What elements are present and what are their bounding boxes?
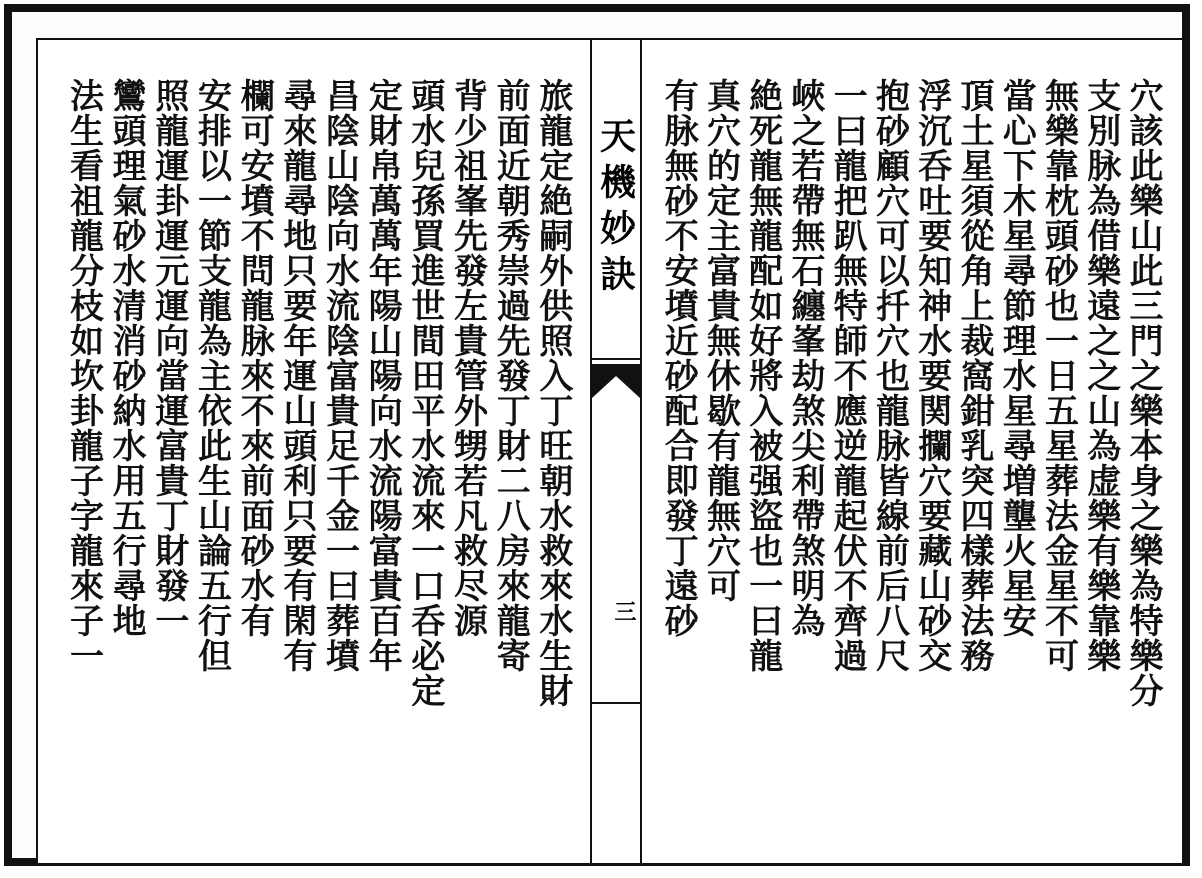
left-page-column: 旅龍定絶嗣外供照入丁旺朝水救來水生財 [532,78,573,708]
spine-divider [592,702,640,704]
right-page-column: 真穴的定主富貴無休歇有龍無穴可 [700,78,741,603]
page-frame [4,4,1190,866]
right-page-column: 抱砂顧穴可以扦穴也龍脉皆線前后八尺 [869,78,910,673]
right-page-column: 浮沉呑吐要知神水要関攔穴要藏山砂交 [911,78,952,673]
left-page-column: 昌陰山陰向水流陰富貴足千金一曰葬墳 [319,78,360,673]
right-page [643,40,1178,863]
book-title: 天機妙訣 [594,117,637,301]
left-page-column: 欄可安墳不問龍脉來不來前面砂水有 [234,78,275,638]
left-page-column: 前面近朝秀崇過先發丁財二八房來龍寄 [490,78,531,673]
left-page [48,40,588,863]
inner-border [36,38,1184,865]
right-page-column: 穴該此樂山此三門之樂本身之樂為特樂分 [1123,78,1163,708]
left-page-column: 法生看祖龍分枝如坎卦龍子字龍來子一 [63,78,104,673]
left-page-column: 定財帛萬萬年陽山陽向水流陽富貴百年 [362,78,403,673]
right-page-column: 頂土星須從角上裁窩鉗乳突四樣葬法務 [954,78,994,673]
right-page-column: 當心下木星尋節理水星尋増壟火星安 [996,78,1037,638]
right-page-column: 無樂靠枕頭砂也一日五星葬法金星不可 [1038,78,1079,673]
left-page-column: 鸞頭理氣砂水清消砂納水用五行尋地 [106,78,147,638]
spine-divider [592,358,640,360]
left-page-column: 尋來龍尋地只要年運山頭利只要有閑有 [276,78,317,673]
book-spine [590,40,642,863]
left-page-column: 照龍運卦運元運向當運富貴丁財發一 [148,78,189,638]
page-number: 三 [611,600,637,622]
right-page-column: 絶死龍無龍配如好將入被强盜也一曰龍 [742,78,783,673]
fishtail-mark-icon [592,364,640,398]
right-page-column: 一曰龍把趴無特師不應逆龍起伏不齊過 [827,78,868,673]
left-page-column: 背少祖峯先發左貴管外甥若凡救尽源 [447,78,488,638]
right-page-column: 有脉無砂不安墳近砂配合即發丁遠砂 [658,78,699,638]
right-page-column: 峽之若帶無石纏峯劫煞尖利帶煞明為 [785,78,825,638]
left-page-column: 頭水兒孫買進世間田平水流來一口呑必定 [404,78,445,708]
right-page-column: 支別脉為借樂遠之之山為虚樂有樂靠樂 [1080,78,1121,673]
left-page-column: 安排以一節支龍為主依此生山論五行但 [191,78,232,673]
